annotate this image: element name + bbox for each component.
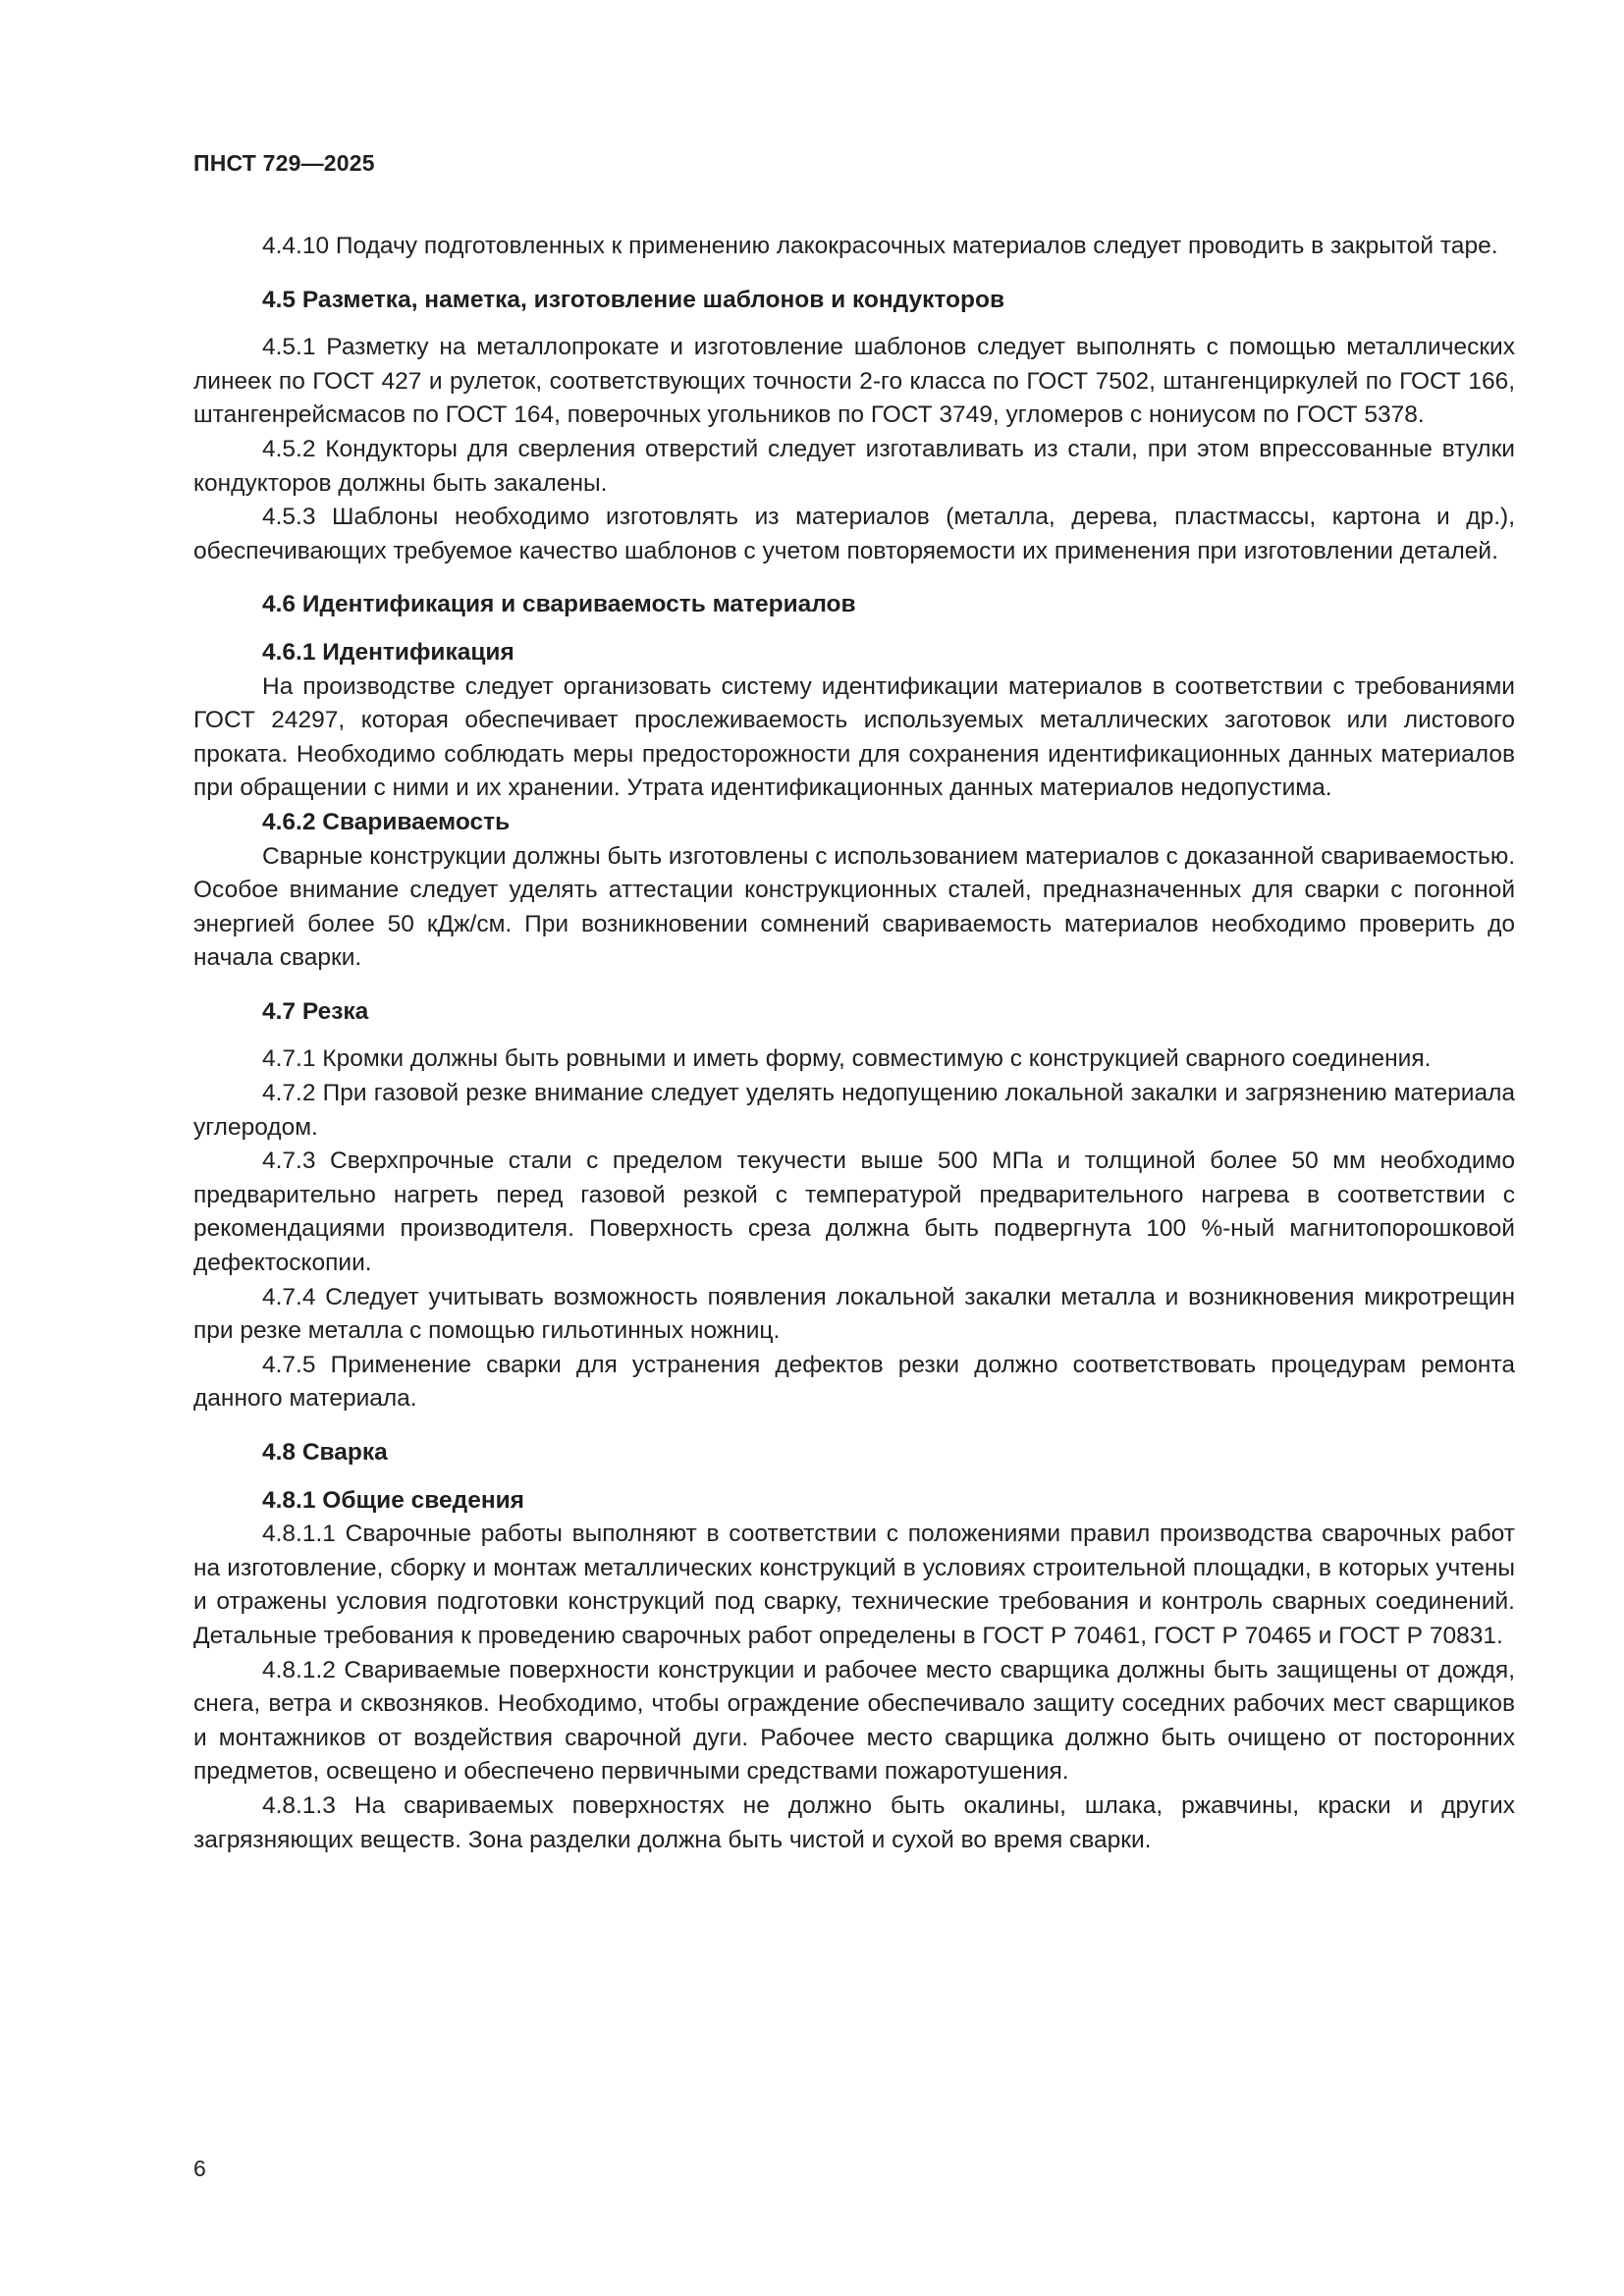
paragraph-4-7-1: 4.7.1 Кромки должны быть ровными и иметь форму, совместимую с конструкцией сварного соединения. — [262, 1045, 1432, 1073]
subsection-heading-4-6-1: 4.6.1 Идентификация — [262, 638, 514, 666]
paragraph-4-7-3: 4.7.3 Сверхпрочные стали с пределом текучести выше 500 МПа и толщиной более 50 мм необходимо предварительно нагреть перед газовой резкой с температурой предварительного нагрева в соответствии с рекомендациями производителя. Поверхность среза должна быть подвергнута 100 %-ный магнитопорошковой дефектоскопии. — [193, 1148, 1515, 1277]
paragraph-4-5-2: 4.5.2 Кондукторы для сверления отверстий следует изготавливать из стали, при этом впрессованные втулки кондукторов должны быть закалены. — [193, 435, 1515, 497]
paragraph-4-4-10: 4.4.10 Подачу подготовленных к применению лакокрасочных материалов следует проводить в закрытой таре. — [262, 233, 1498, 259]
subsection-heading-4-8-1: 4.8.1 Общие сведения — [262, 1486, 524, 1514]
paragraph-4-7-5: 4.7.5 Применение сварки для устранения дефектов резки должно соответствовать процедурам ремонта данного материала. — [193, 1351, 1515, 1413]
paragraph-4-5-1: 4.5.1 Разметку на металлопрокате и изготовление шаблонов следует выполнять с помощью металлических линеек по ГОСТ 427 и рулеток, соответствующих точности 2-го класса по ГОСТ 7502, штангенциркулей по ГОСТ 166, штангенрейсмасов по ГОСТ 164, поверочных угольников по ГОСТ 3749, угломеров с нониусом по ГОСТ 5378. — [193, 334, 1515, 429]
paragraph-4-5-3: 4.5.3 Шаблоны необходимо изготовлять из материалов (металла, дерева, пластмассы, картона и др.), обеспечивающих требуемое качество шаблонов с учетом повторяемости их применения при изготовлении деталей. — [193, 504, 1515, 564]
section-heading-4-7: 4.7 Резка — [262, 997, 369, 1025]
page-number: 6 — [193, 2156, 206, 2181]
document-body — [193, 230, 1515, 1857]
subsection-heading-4-6-2: 4.6.2 Свариваемость — [262, 808, 511, 835]
paragraph-4-8-1-1: 4.8.1.1 Сварочные работы выполняют в соответствии с положениями правил производства сварочных работ на изготовление, сборку и монтаж металлических конструкций в условиях строительной площадки, в которых учтены и отражены условия подготовки конструкций под сварку, технические требования и контроль сварных соединений. Детальные требования к проведению сварочных работ определены в ГОСТ Р 70461, ГОСТ Р 70465 и ГОСТ Р 70831. — [193, 1521, 1515, 1649]
document-id-header: ПНСТ 729—2025 — [193, 150, 375, 176]
paragraph-4-6-2: Сварные конструкции должны быть изготовлены с использованием материалов с доказанной свариваемостью. Особое внимание следует уделять аттестации конструкционных сталей, предназначенных для сварки с погонной энергией более 50 кДж/см. При возникновении сомнений свариваемость материалов необходимо проверить до начала сварки. — [193, 842, 1515, 972]
section-heading-4-8: 4.8 Сварка — [262, 1439, 388, 1466]
paragraph-4-7-2: 4.7.2 При газовой резке внимание следует уделять недопущению локальной закалки и загрязнению материала углеродом. — [193, 1080, 1515, 1141]
paragraph-4-6-1: На производстве следует организовать систему идентификации материалов в соответствии с требованиями ГОСТ 24297, которая обеспечивает прослеживаемость используемых металлических заготовок или листового проката. Необходимо соблюдать меры предосторожности для сохранения идентификационных данных материалов при обращении с ними и их хранении. Утрата идентификационных данных материалов недопустима. — [193, 672, 1515, 802]
section-heading-4-5: 4.5 Разметка, наметка, изготовление шаблонов и кондукторов — [262, 286, 1005, 313]
paragraph-4-8-1-2: 4.8.1.2 Свариваемые поверхности конструкции и рабочее место сварщика должны быть защищены от дождя, снега, ветра и сквозняков. Необходимо, чтобы ограждение обеспечивало защиту соседних рабочих мест сварщиков и монтажников от воздействия сварочной дуги. Рабочее место сварщика должно быть очищено от посторонних предметов, освещено и обеспечено первичными средствами пожаротушения. — [193, 1656, 1515, 1786]
paragraph-4-7-4: 4.7.4 Следует учитывать возможность появления локальной закалки металла и возникновения микротрещин при резке металла с помощью гильотинных ножниц. — [193, 1283, 1515, 1345]
section-heading-4-6: 4.6 Идентификация и свариваемость материалов — [262, 591, 856, 618]
paragraph-4-8-1-3: 4.8.1.3 На свариваемых поверхностях не должно быть окалины, шлака, ржавчины, краски и других загрязняющих веществ. Зона разделки должна быть чистой и сухой во время сварки. — [193, 1791, 1515, 1853]
